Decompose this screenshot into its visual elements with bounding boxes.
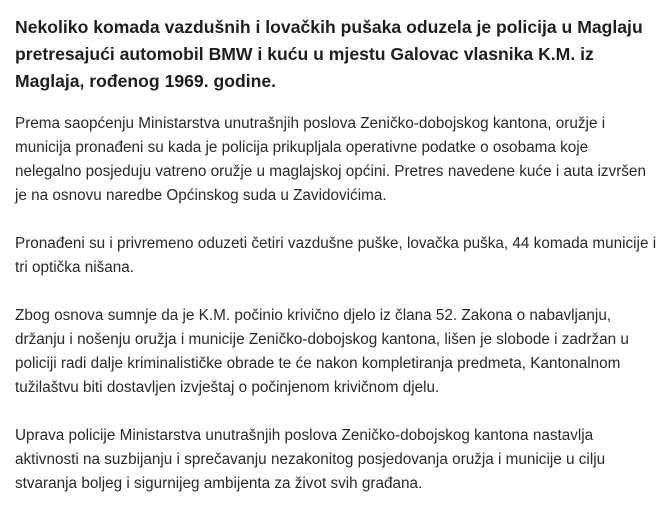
article-lead: Nekoliko komada vazdušnih i lovačkih pušaka oduzela je policija u Maglaju pretresajući automobil BMW i kuću u mjestu Galovac vlasnika K.M. iz Maglaja, rođenog 1969. godine. [15, 17, 643, 91]
article-paragraph: Zbog osnova sumnje da je K.M. počinio krivično djelo iz člana 52. Zakona o nabavljanju, držanju i nošenju oružja i municije Zeničko-dobojskog kantona, lišen je slobode i zadržan u policiji radi dalje kriminalističke obrade te će nakon kompletiranja predmeta, Kantonalnom tužilaštvu biti dostavljen izvještaj o počinjenom krivičnom djelu. [15, 307, 629, 396]
article-paragraph: Prema saopćenju Ministarstva unutrašnjih poslova Zeničko-dobojskog kantona, oružje i municija pronađeni su kada je policija prikupljala operativne podatke o osobama koje nelegalno posjeduju vatreno oružje u maglajskoj općini. Pretres navedene kuće i auta izvršen je na osnovu naredbe Općinskog suda u Zavidovićima. [15, 115, 646, 204]
article-paragraph: Pronađeni su i privremeno oduzeti četiri vazdušne puške, lovačka puška, 44 komada municije i tri optička nišana. [15, 235, 657, 276]
article-paragraph: Uprava policije Ministarstva unutrašnjih poslova Zeničko-dobojskog kantona nastavlja aktivnosti na suzbijanju i sprečavanju nezakonitog posjedovanja oružja i municije u cilju stvaranja boljeg i sigurnijeg ambijenta za život svih građana. [15, 427, 606, 492]
article-body [15, 14, 658, 496]
